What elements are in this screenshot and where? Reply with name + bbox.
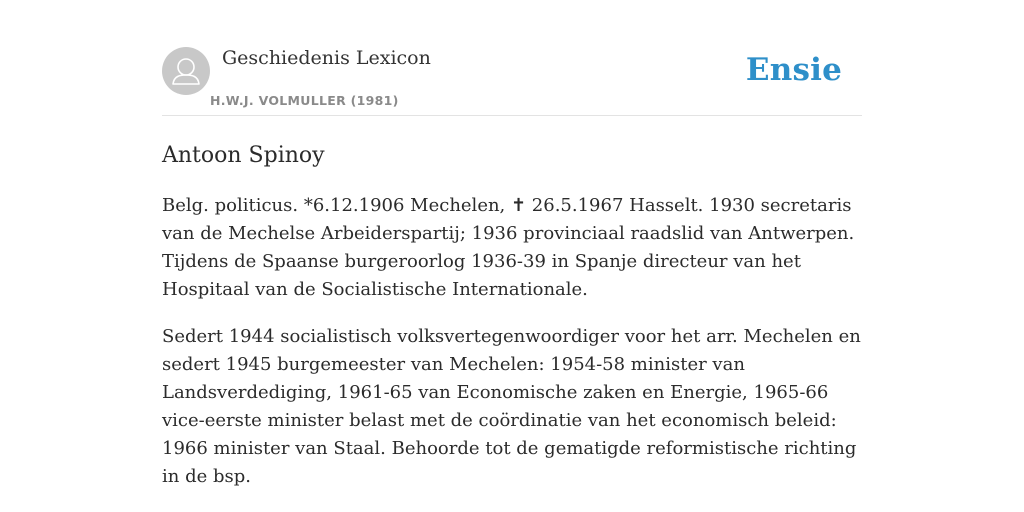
entry-paragraph: Sedert 1944 socialistisch volksvertegenwoordiger voor het arr. Mechelen en sedert 1945 burgemeester van Mechelen: 1954-58 minister van Landsverdediging, 1961-65 van Economische zaken en Energie, 1965-66 vice-eerste minister belast met de coördinatie van het economisch beleid: 1966 minister van Staal. Behoorde tot de gematigde reformistische richting in de bsp. xyxy=(162,326,861,487)
entry-card xyxy=(162,45,862,510)
entry-paragraph: Belg. politicus. *6.12.1906 Mechelen, ✝ 26.5.1967 Hasselt. 1930 secretaris van de Mechelse Arbeiderspartij; 1936 provinciaal raadslid van Antwerpen. Tijdens de Spaanse burgeroorlog 1936-39 in Spanje directeur van het Hospitaal van de Socialistische Internationale. xyxy=(162,195,855,300)
source-header xyxy=(162,45,862,116)
entry-title: Antoon Spinoy xyxy=(162,143,325,168)
avatar[interactable] xyxy=(162,47,210,95)
brand-logo-link[interactable]: Ensie xyxy=(745,52,842,88)
source-author: H.W.J. VOLMULLER (1981) xyxy=(210,93,399,108)
source-title[interactable]: Geschiedenis Lexicon xyxy=(222,47,431,69)
user-icon xyxy=(162,47,210,95)
entry-body xyxy=(162,192,862,491)
